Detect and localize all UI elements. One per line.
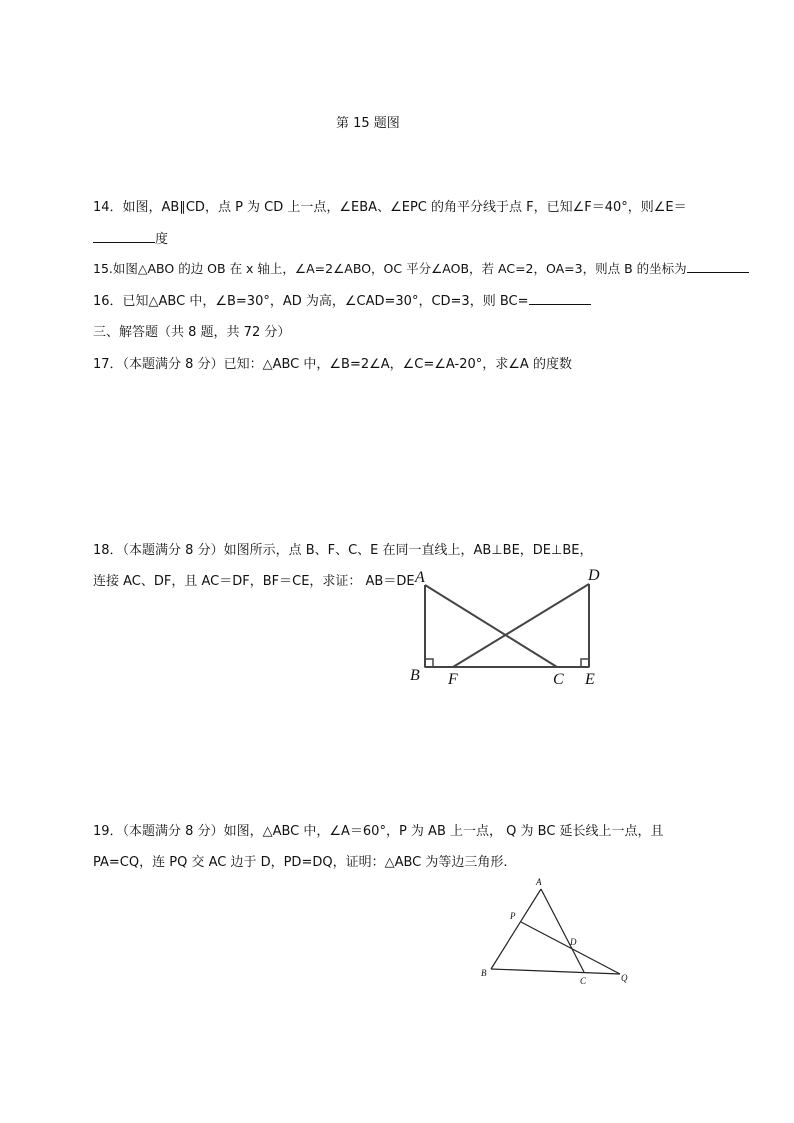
label-e: E	[585, 671, 595, 688]
segment-ac	[425, 585, 557, 667]
right-angle-e	[581, 659, 589, 667]
segment-df	[453, 584, 589, 667]
label-b: B	[410, 667, 420, 684]
answer-blank	[529, 292, 591, 305]
question-16	[93, 290, 591, 309]
answer-blank	[93, 230, 155, 243]
question-14-answer-line	[93, 228, 168, 247]
question-18-figure	[400, 560, 620, 690]
label-d: D	[570, 937, 577, 947]
label-p: P	[510, 911, 516, 921]
figure-caption: 第 15 题图	[336, 116, 400, 131]
right-angle-b	[425, 659, 433, 667]
question-19-line2: PA=CQ，连 PQ 交 AC 边于 D，PD=DQ，证明：△ABC 为等边三角形.	[93, 855, 508, 870]
question-19-figure	[475, 873, 635, 988]
section-title: 三、解答题（共 8 题，共 72 分）	[93, 325, 291, 340]
question-18-line1: 18．（本题满分 8 分）如图所示，点 B、F、C、E 在同一直线上，AB⊥BE，DE⊥BE，	[93, 543, 593, 558]
question-14-text: 14．如图，AB∥CD，点 P 为 CD 上一点，∠EBA、∠EPC 的角平分线于点 F，已知∠F＝40°，则∠E＝	[93, 200, 687, 215]
label-c: C	[580, 976, 587, 986]
answer-blank	[687, 260, 749, 273]
question-18-line2: 连接 AC、DF，且 AC＝DF，BF＝CE，求证： AB＝DE	[93, 574, 415, 589]
label-b: B	[481, 968, 487, 978]
label-f: F	[448, 671, 458, 688]
segment-ac	[541, 889, 584, 972]
question-16-text: 16．已知△ABC 中，∠B=30°，AD 为高，∠CAD=30°，CD=3，则 BC=	[93, 294, 529, 309]
label-a: A	[536, 877, 542, 887]
segment-pq	[521, 922, 620, 974]
label-q: Q	[621, 973, 628, 983]
question-14-unit: 度	[155, 232, 169, 247]
question-15	[93, 259, 749, 277]
label-a: A	[415, 569, 425, 586]
question-17-text: 17．（本题满分 8 分）已知：△ABC 中，∠B=2∠A，∠C=∠A-20°，求∠A 的度数	[93, 357, 572, 372]
label-d: D	[588, 567, 600, 584]
segment-bq	[491, 969, 620, 974]
question-15-text: 15.如图△ABO 的边 OB 在 x 轴上，∠A=2∠ABO，OC 平分∠AOB，若 AC=2，OA=3，则点 B 的坐标为	[93, 261, 687, 276]
question-19-line1: 19．（本题满分 8 分）如图，△ABC 中，∠A＝60°，P 为 AB 上一点， Q 为 BC 延长线上一点，且	[93, 824, 664, 839]
label-c: C	[553, 671, 564, 688]
